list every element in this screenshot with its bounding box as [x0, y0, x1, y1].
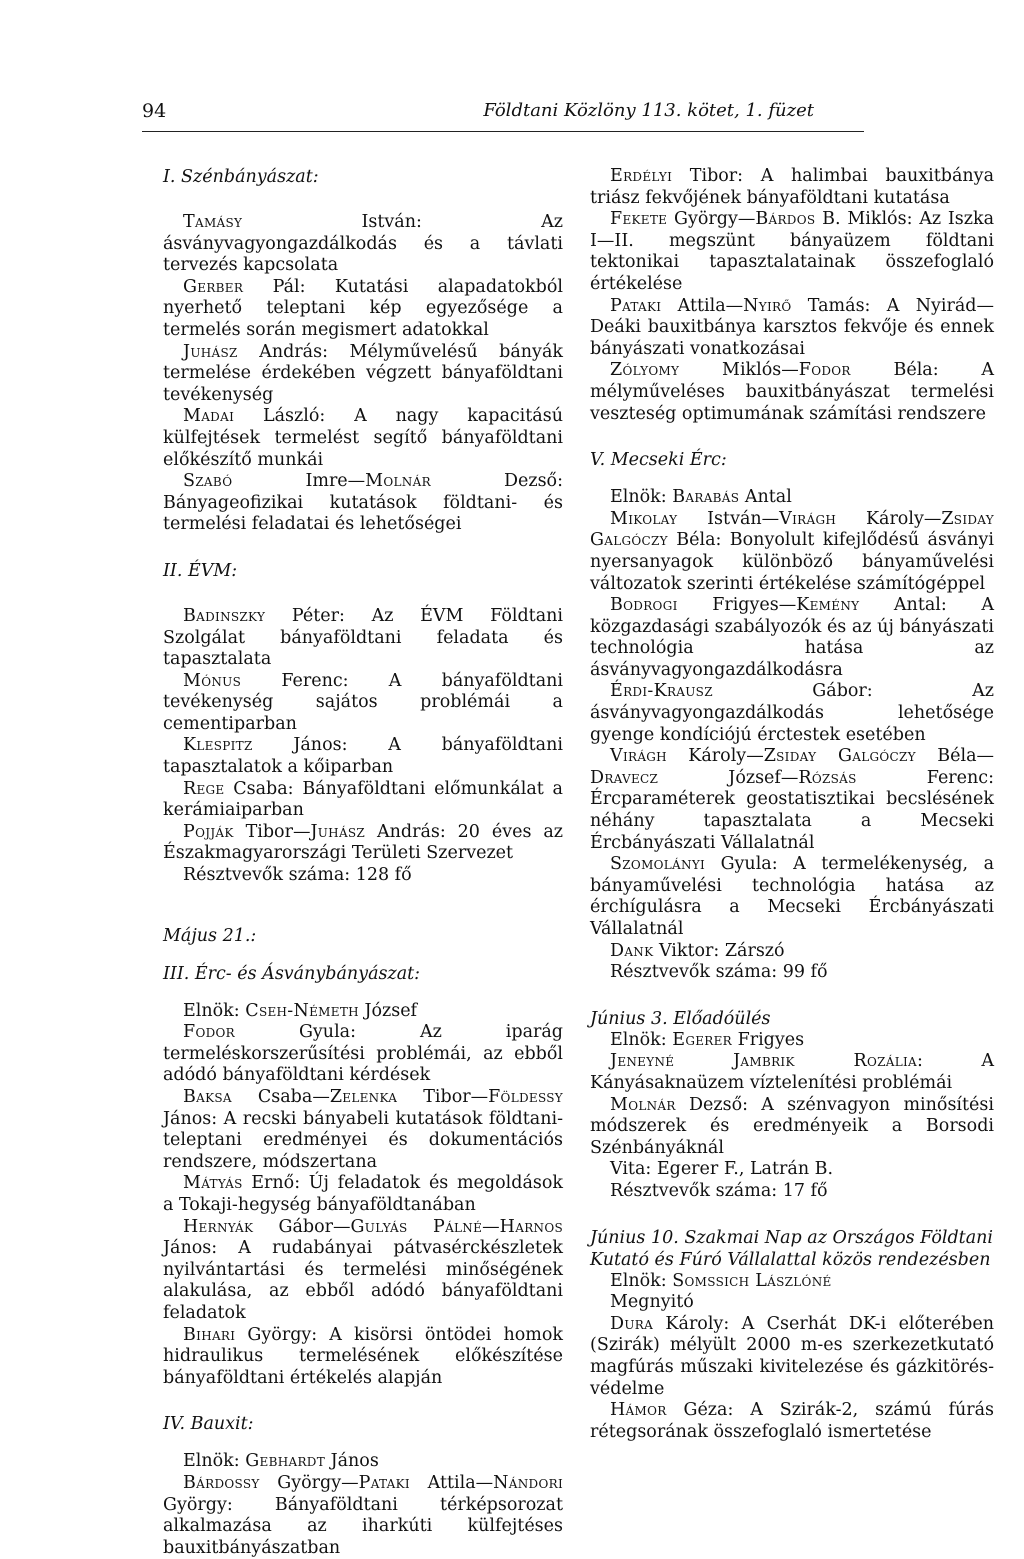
program-entry: Pojják Tibor—Juhász András: 20 éves az Északmagyarországi Területi Szervezet [163, 821, 563, 864]
header-rule [142, 131, 864, 132]
section-heading: IV. Bauxit: [163, 1414, 254, 1435]
author-name: Fekete [610, 209, 668, 230]
author-name: Virágh [610, 746, 667, 767]
author-name: Nyirő [743, 295, 792, 316]
author-name: Molnár [610, 1094, 676, 1115]
author-name: Molnár [365, 471, 431, 492]
section-heading: V. Mecseki Érc: [590, 450, 727, 471]
author-name: Dravecz [590, 767, 659, 788]
author-name: Klespitz [183, 735, 253, 756]
author-name: Rege [183, 778, 225, 799]
section-heading: II. ÉVM: [163, 560, 238, 581]
author-name: Somssich Lászlóné [672, 1270, 832, 1291]
program-entry: Mónus Ferenc: A bányaföldtani tevékenység sajátos problémái a cementiparban [163, 670, 563, 734]
author-name: Pataki [610, 295, 662, 316]
author-name: Bodrogi [610, 595, 678, 616]
program-entry: Bodrogi Frigyes—Kemény Antal: A közgazdasági szabályozók és az új bányászati technológia hatása az ásványvagyongazdálkodásra [590, 595, 994, 680]
section-heading: I. Szénbányászat: [163, 167, 319, 187]
program-entry: Fekete György—Bárdos B. Miklós: Az Iszka I—II. megszünt bányaüzem földtani tektonikai tapasztalatainak összefoglaló értékelése [590, 209, 994, 294]
author-name: Hernyák [183, 1216, 254, 1237]
author-name: Jeneyné Jambrik Rozália [610, 1051, 917, 1072]
program-entry: Mikolay István—Virágh Károly—Zsiday Galgóczy Béla: Bonyolult kifejlődésű ásványi nyersanyagok különböző bányaművelési változatok szerinti értékelése számítógéppel [590, 508, 994, 594]
right-column [590, 166, 994, 1443]
program-entry: Hernyák Gábor—Gulyás Pálné—Harnos János: A rudabányai pátvasérckészletek nyilvántartási és termelési minőségének alakulása, az ebből adódó bányaföldtani feladatok [163, 1216, 563, 1323]
author-name: Badinszky [183, 605, 266, 626]
left-column [163, 166, 563, 1559]
author-name: Gebhardt [245, 1451, 325, 1472]
author-name: Szomolányi [610, 854, 706, 875]
journal-title: Földtani Közlöny 113. kötet, 1. füzet [483, 100, 814, 121]
date-heading: Június 10. Szakmai Nap az Országos Földtani Kutató és Fúró Vállalattal közös rendezésben [590, 1227, 994, 1270]
author-name: Rózsás [798, 767, 857, 788]
author-name: Cseh-Németh [245, 1000, 359, 1021]
program-entry: Dank Viktor: Zárszó [610, 940, 785, 961]
program-entry: Rege Csaba: Bányaföldtani előmunkálat a kerámiaiparban [163, 778, 563, 821]
author-name: Érdi-Krausz [610, 681, 713, 702]
author-name: Fodor [183, 1022, 235, 1043]
author-name: Nándori [493, 1472, 563, 1493]
opening-line: Megnyitó [610, 1292, 694, 1313]
author-name: Szabó [183, 471, 233, 492]
author-name: Dura [610, 1313, 654, 1334]
program-entry: Mátyás Ernő: Új feladatok és megoldások a Tokaji-hegység bányaföldtanában [163, 1173, 563, 1215]
chair-line: Elnök: Gebhardt János [183, 1451, 379, 1472]
chair-line: Elnök: Cseh-Németh József [183, 1000, 418, 1021]
author-name: Zsiday Galgóczy [590, 508, 994, 551]
author-name: Zólyomy [610, 360, 680, 381]
author-name: Zelenka [329, 1087, 398, 1107]
author-name: Virágh [779, 508, 837, 529]
program-entry: Bihari György: A kisörsi öntödei homok hidraulikus termelésének előkészítése bányaföldtani értékelés alapján [163, 1324, 563, 1388]
author-name: Pojják [183, 821, 234, 842]
discussion-line: Vita: Egerer F., Latrán B. [610, 1159, 834, 1180]
program-entry: Madai László: A nagy kapacitású külfejtések termelést segítő bányaföldtani előkészítő munkái [163, 406, 563, 470]
program-entry: Bárdossy György—Pataki Attila—Nándori György: Bányaföldtani térképsorozat alkalmazása az iharkúti külfejtéses bauxitbányászatban [163, 1472, 563, 1558]
author-name: Kemény [796, 595, 860, 616]
program-entry: Érdi-Krausz Gábor: Az ásványvagyongazdálkodás lehetősége gyenge kondíciójú érctestek esetében [590, 681, 994, 745]
program-entry: Juhász András: Mélyművelésű bányák termelése érdekében végzett bányaföldtani tevékenység [163, 341, 563, 405]
author-name: Hámor [610, 1400, 667, 1421]
program-entry: Gerber Pál: Kutatási alapadatokból nyerhető teleptani kép egyezősége a termelés során megismert adatokkal [163, 276, 563, 340]
date-heading: Május 21.: [163, 925, 257, 946]
program-entry: Pataki Attila—Nyirő Tamás: A Nyirád—Deáki bauxitbánya karsztos fekvője és ennek bányászati vonatkozásai [590, 295, 994, 359]
author-name: Mátyás [183, 1173, 243, 1194]
author-name: Mónus [183, 670, 242, 691]
author-name: Erdélyi [610, 166, 673, 186]
participant-count: Résztvevők száma: 128 fő [183, 865, 412, 886]
program-entry: Zólyomy Miklós—Fodor Béla: A mélyműveléses bauxitbányászat termelési veszteség optimumának számítási rendszere [590, 360, 995, 424]
author-name: Tamásy [183, 212, 243, 232]
page-header [142, 98, 864, 132]
program-entry: Klespitz János: A bányaföldtani tapasztalatok a kőiparban [163, 735, 563, 778]
program-entry: Virágh Károly—Zsiday Galgóczy Béla—Dravecz József—Rózsás Ferenc: Ércparaméterek geostatisztikai becslésének néhány tapasztalata a Mecseki Ércbányászati Vállalatnál [590, 746, 994, 853]
author-name: Egerer [672, 1029, 733, 1050]
chair-line: Elnök: Somssich Lászlóné [610, 1270, 832, 1291]
author-name: Mikolay [610, 508, 678, 529]
author-name: Juhász [310, 821, 366, 842]
author-name: Zsiday Galgóczy [763, 746, 916, 767]
author-name: Gulyás Pálné [350, 1216, 483, 1237]
chair-line: Elnök: Barabás Antal [610, 487, 792, 508]
page-number: 94 [142, 100, 167, 122]
author-name: Fodor [798, 360, 851, 381]
program-entry: Hámor Géza: A Szirák-2, számú fúrás rétegsorának összefoglaló ismertetése [590, 1400, 994, 1442]
author-name: Barabás [672, 487, 740, 508]
program-entry: Dura Károly: A Cserhát DK-i előterében (Szirák) mélyült 2000 m-es szerkezetkutató magfúrás műszaki kivitelezése és gázkitörés-védelme [590, 1313, 994, 1399]
author-name: Dank [610, 940, 654, 961]
program-entry: Jeneyné Jambrik Rozália: A Kányásaknaüzem víztelenítési problémái [590, 1051, 994, 1093]
date-heading: Június 3. Előadóülés [590, 1008, 771, 1029]
author-name: Gerber [183, 276, 244, 297]
author-name: Baksa [183, 1087, 232, 1107]
program-entry: Szomolányi Gyula: A termelékenység, a bányaművelési technológia hatása az érchígulásra a Mecseki Ércbányászati Vállalatnál [590, 854, 994, 939]
program-entry: Baksa Csaba—Zelenka Tibor—Földessy János: A recski bányabeli kutatások földtani-teleptani eredményei és dokumentációs rendszere, módszertana [163, 1087, 563, 1172]
author-name: Pataki [358, 1472, 410, 1493]
author-name: Madai [183, 406, 235, 427]
program-entry: Molnár Dezső: A szénvagyon minősítési módszerek és eredményeik a Borsodi Szénbányáknál [590, 1094, 994, 1158]
program-entry: Szabó Imre—Molnár Dezső: Bányageofizikai kutatások földtani- és termelési feladatai és lehetőségei [163, 471, 563, 535]
program-entry: Fodor Gyula: Az iparág termeléskorszerűsítési problémái, az ebből adódó bányaföldtani kérdések [163, 1022, 563, 1086]
author-name: Harnos [499, 1216, 563, 1237]
author-name: Földessy [488, 1087, 563, 1107]
participant-count: Résztvevők száma: 99 fő [610, 962, 828, 983]
author-name: Bárdos [755, 209, 816, 230]
chair-line: Elnök: Egerer Frigyes [610, 1029, 805, 1050]
participant-count: Résztvevők száma: 17 fő [610, 1180, 828, 1201]
program-entry: Tamásy István: Az ásványvagyongazdálkodás és a távlati tervezés kapcsolata [163, 212, 563, 276]
section-heading: III. Érc- és Ásványbányászat: [163, 963, 421, 984]
program-entry: Badinszky Péter: Az ÉVM Földtani Szolgálat bányaföldtani feladata és tapasztalata [163, 605, 563, 670]
author-name: Bihari [183, 1324, 236, 1345]
author-name: Bárdossy [183, 1472, 260, 1493]
author-name: Juhász [183, 341, 238, 362]
program-entry: Erdélyi Tibor: A halimbai bauxitbánya triász fekvőjének bányaföldtani kutatása [590, 166, 994, 208]
